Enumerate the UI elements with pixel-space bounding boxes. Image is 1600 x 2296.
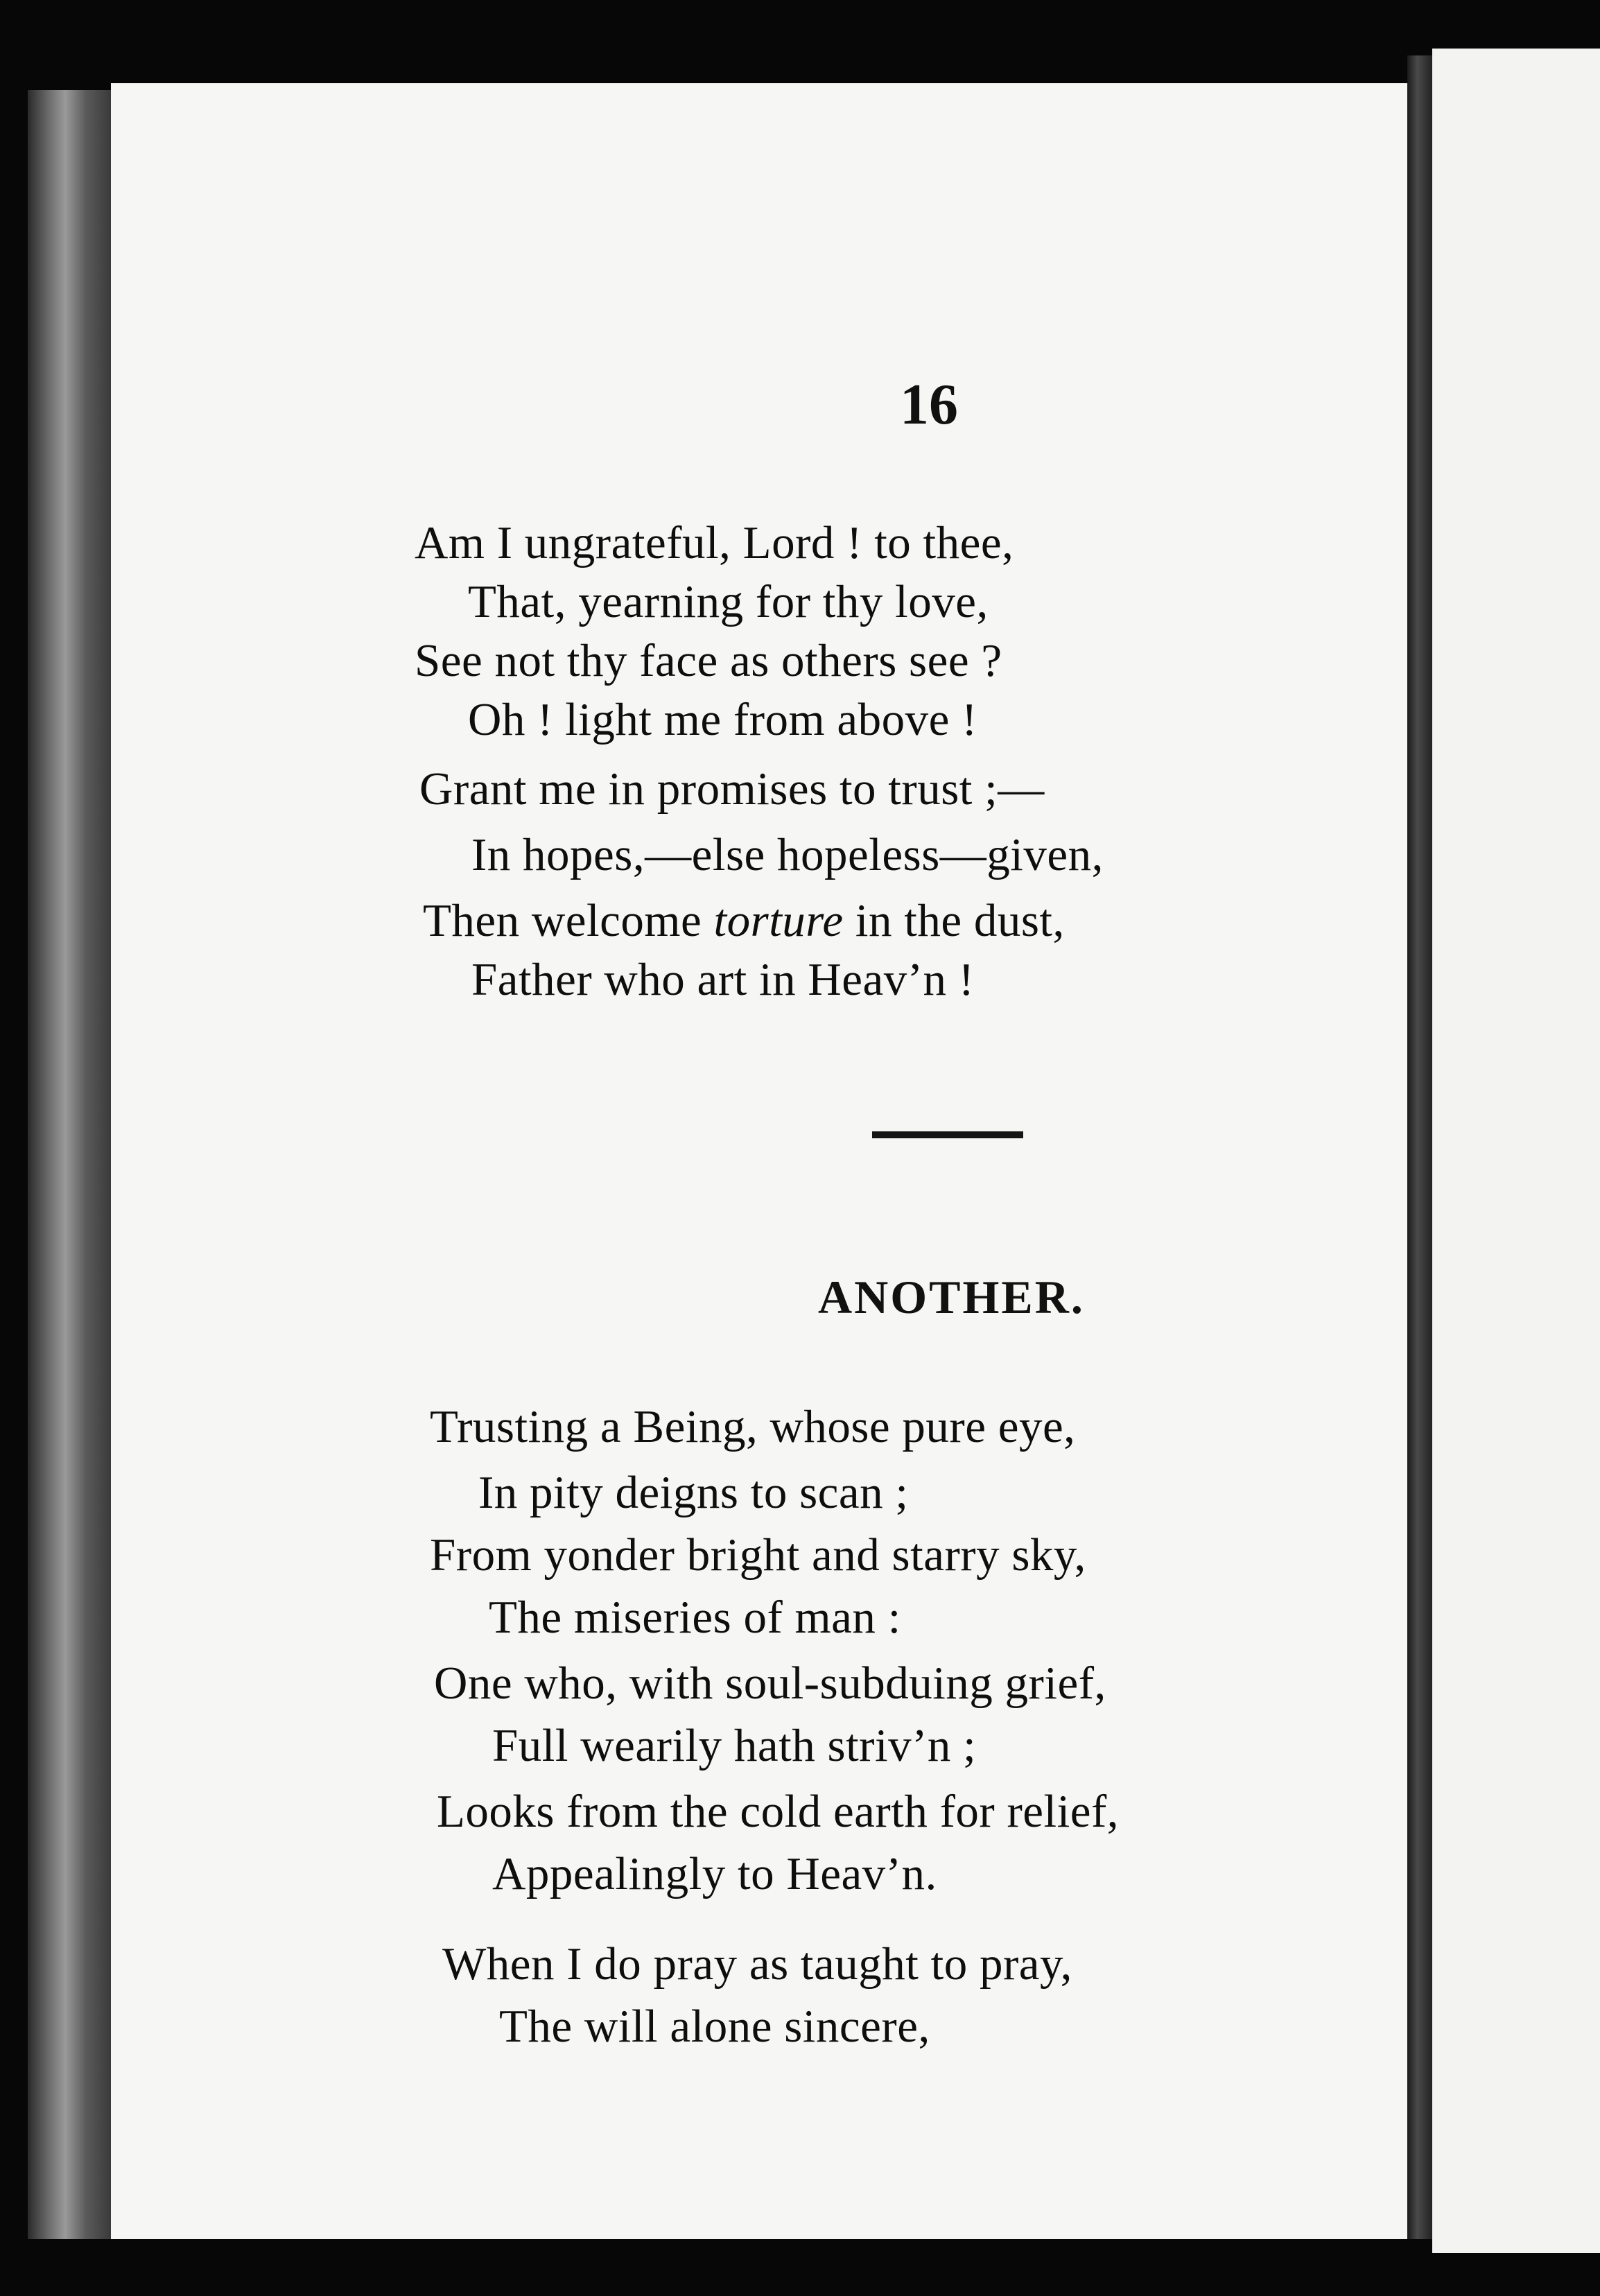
verse-line: Father who art in Heav’n ! [471, 954, 975, 1005]
facing-page [1432, 49, 1600, 2253]
verse-line: From yonder bright and starry sky, [430, 1529, 1086, 1581]
page-number: 16 [900, 372, 958, 437]
verse-line: One who, with soul-subduing grief, [434, 1658, 1106, 1709]
verse-line: That, yearning for thy love, [468, 576, 989, 627]
verse-line: Then welcome torture in the dust, [423, 895, 1065, 946]
verse-line: Looks from the cold earth for relief, [437, 1786, 1120, 1837]
section-divider [872, 1131, 1023, 1138]
section-heading: ANOTHER. [818, 1271, 1085, 1323]
verse-line: Grant me in promises to trust ;— [419, 763, 1045, 815]
verse-line: In pity deigns to scan ; [478, 1467, 909, 1518]
verse-line: Am I ungrateful, Lord ! to thee, [415, 517, 1014, 568]
verse-line: Trusting a Being, whose pure eye, [430, 1401, 1076, 1452]
verse-line: Appealingly to Heav’n. [492, 1848, 937, 1899]
verse-line: Full wearily hath striv’n ; [492, 1720, 977, 1771]
verse-line: The miseries of man : [489, 1592, 901, 1643]
verse-line: When I do pray as taught to pray, [442, 1938, 1072, 1990]
binding-line [1407, 55, 1432, 2239]
page-edge-strip [28, 90, 111, 2239]
verse-line: The will alone sincere, [499, 2001, 930, 2052]
book-page [111, 83, 1407, 2239]
verse-line: In hopes,—else hopeless—given, [471, 829, 1104, 880]
verse-line: Oh ! light me from above ! [468, 694, 977, 745]
verse-line: See not thy face as others see ? [415, 635, 1002, 686]
